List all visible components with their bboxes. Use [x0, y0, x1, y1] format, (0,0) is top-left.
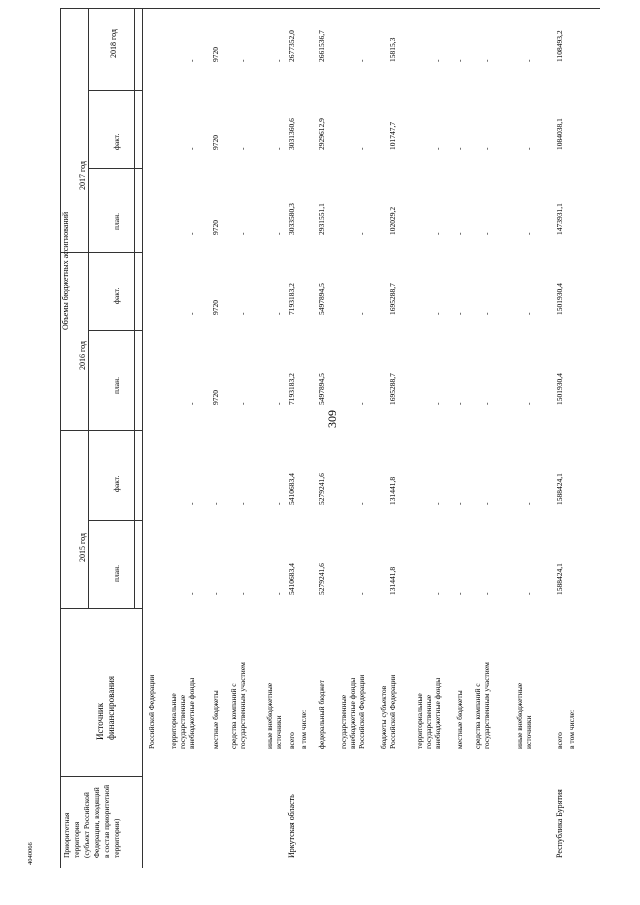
cell-value: 1588424,1 [555, 563, 564, 595]
row-source-line: бюджеты субъектов [379, 685, 388, 749]
header-rule [88, 8, 89, 608]
cell-value: 131441,8 [388, 566, 398, 595]
cell-value: - [433, 147, 443, 150]
cell-value: - [238, 402, 248, 405]
subheader-fact: факт. [112, 475, 121, 492]
header-source-line: финансирования [106, 676, 116, 740]
cell-value: - [524, 59, 534, 62]
cell-value: 1501930,4 [555, 283, 564, 315]
cell-value: - [455, 232, 464, 235]
row-source-line: источники [524, 715, 534, 749]
cell-value: - [187, 312, 197, 315]
cell-value: 7193183,2 [287, 283, 296, 315]
row-source-line: Российской Федерации [357, 674, 367, 749]
cell-value: - [187, 232, 197, 235]
cell-value: - [238, 59, 248, 62]
row-source-line: внебюджетные фонды [433, 677, 443, 749]
row-source-line: всего [555, 732, 564, 749]
cell-value: - [274, 402, 284, 405]
row-source-line: иные внебюджетные [265, 682, 274, 749]
header-territory-line: Приоритетная [62, 812, 71, 858]
row-source-line: в том числе: [567, 709, 576, 749]
cell-value: 131441,8 [388, 476, 398, 505]
cell-value: 102029,2 [388, 206, 398, 235]
header-territory-line: территория [72, 821, 81, 858]
cell-value: 5497894,5 [317, 373, 326, 405]
row-source-line: источники [274, 715, 284, 749]
cell-value: - [524, 502, 534, 505]
row-source-line: внебюджетные фонды [348, 677, 358, 749]
cell-value: - [524, 312, 534, 315]
cell-value: 1501930,4 [555, 373, 564, 405]
cell-value: 1473931,1 [555, 203, 564, 235]
cell-value: 5279241,6 [317, 473, 326, 505]
cell-value: - [187, 59, 197, 62]
cell-value: - [274, 592, 284, 595]
header-source-line: Источник [95, 702, 105, 740]
cell-value: - [238, 592, 248, 595]
cell-value: 5410683,4 [287, 563, 296, 595]
cell-value: 1084038,1 [555, 118, 564, 150]
cell-value: - [274, 232, 284, 235]
cell-value: - [187, 592, 197, 595]
cell-value: - [482, 232, 492, 235]
cell-value: 5279241,6 [317, 563, 326, 595]
cell-value: - [211, 592, 220, 595]
row-source-line: государственным участием [482, 662, 492, 749]
cell-value: 2677352,0 [287, 30, 296, 62]
row-source-line: государственные [424, 694, 434, 749]
cell-value: - [455, 147, 464, 150]
row-territory: Республика Бурятия [555, 789, 564, 858]
column-rule [88, 90, 142, 91]
page-number: 309 [325, 410, 339, 428]
row-source-line: территориальные [415, 693, 424, 749]
cell-value: - [482, 402, 492, 405]
cell-value: 2931551,1 [317, 203, 326, 235]
cell-value: 9720 [211, 47, 220, 62]
column-rule [88, 168, 142, 169]
cell-value: - [211, 502, 220, 505]
table-edge-top [60, 8, 61, 868]
cell-value: - [433, 592, 443, 595]
row-source-line: иные внебюджетные [515, 682, 524, 749]
header-territory-line: (субъект Российской [82, 792, 91, 858]
row-source-line: средства компаний с [473, 683, 482, 749]
header-territory-line: в состав приоритетной [102, 784, 111, 858]
cell-value: - [455, 312, 464, 315]
cell-value: - [238, 502, 248, 505]
cell-value: - [357, 232, 367, 235]
row-source-line: средства компаний с [229, 683, 238, 749]
cell-value: - [274, 312, 284, 315]
header-year-2017: 2017 год [78, 161, 87, 190]
cell-value: - [187, 502, 197, 505]
header-year-2018: 2018 год [109, 29, 118, 58]
cell-value: - [524, 592, 534, 595]
row-source-line: государственным участием [238, 662, 248, 749]
cell-value: 2661536,7 [317, 30, 326, 62]
cell-value: - [433, 59, 443, 62]
header-rule [134, 8, 135, 608]
cell-value: 9720 [211, 220, 220, 235]
cell-value: - [482, 312, 492, 315]
cell-value: - [455, 59, 464, 62]
row-source-line: Российской Федерации [147, 674, 156, 749]
subheader-plan: план. [112, 565, 121, 582]
cell-value: - [187, 402, 197, 405]
table-edge-right [60, 8, 600, 9]
cell-value: - [455, 502, 464, 505]
cell-value: 1695288,7 [388, 283, 398, 315]
cell-value: 9720 [211, 300, 220, 315]
cell-value: - [433, 402, 443, 405]
cell-value: - [357, 502, 367, 505]
cell-value: - [482, 592, 492, 595]
row-source-line: государственные [178, 694, 188, 749]
column-rule [88, 330, 142, 331]
cell-value: 9720 [211, 135, 220, 150]
row-source-line: территориальные [169, 693, 178, 749]
row-territory: Иркутская область [287, 794, 296, 858]
cell-value: - [524, 402, 534, 405]
header-year-2015: 2015 год [78, 533, 87, 562]
cell-value: 7193183,2 [287, 373, 296, 405]
row-source-line: местные бюджеты [455, 690, 464, 749]
cell-value: - [455, 402, 464, 405]
cell-value: 2929612,9 [317, 118, 326, 150]
cell-value: - [238, 312, 248, 315]
cell-value: - [357, 592, 367, 595]
cell-value: - [357, 59, 367, 62]
row-source-line: местные бюджеты [211, 690, 220, 749]
cell-value: - [524, 147, 534, 150]
header-rule [142, 8, 143, 868]
subheader-plan: план. [112, 213, 121, 230]
cell-value: 3033580,3 [287, 203, 296, 235]
cell-value: - [482, 502, 492, 505]
cell-value: 3031360,6 [287, 118, 296, 150]
cell-value: - [238, 147, 248, 150]
document-id: 4040066 [27, 842, 34, 865]
header-territory-line: Федерации, входящий [92, 787, 101, 858]
cell-value: - [238, 232, 248, 235]
cell-value: 9720 [211, 390, 220, 405]
cell-value: - [357, 147, 367, 150]
row-source-line: всего [287, 732, 296, 749]
cell-value: - [274, 502, 284, 505]
subheader-fact: факт. [112, 133, 121, 150]
subheader-plan: план. [112, 377, 121, 394]
cell-value: 5497894,5 [317, 283, 326, 315]
cell-value: - [482, 59, 492, 62]
cell-value: 1108493,2 [555, 30, 564, 62]
cell-value: - [482, 147, 492, 150]
column-rule [88, 520, 142, 521]
cell-value: - [274, 147, 284, 150]
row-source-line: в том числе: [299, 709, 308, 749]
column-rule [60, 776, 142, 777]
cell-value: - [433, 312, 443, 315]
cell-value: - [524, 232, 534, 235]
cell-value: 101747,7 [388, 121, 398, 150]
cell-value: - [274, 59, 284, 62]
header-budget-title: Объемы бюджетных ассигнований [61, 211, 70, 330]
header-territory-line: территории) [112, 818, 121, 858]
column-rule [60, 608, 142, 609]
cell-value: 5410683,4 [287, 473, 296, 505]
cell-value: - [433, 232, 443, 235]
subheader-fact: факт. [112, 287, 121, 304]
row-source-line: Российской Федерации [388, 674, 398, 749]
cell-value: - [455, 592, 464, 595]
cell-value: 15815,3 [388, 37, 398, 62]
cell-value: - [357, 402, 367, 405]
row-source-line: внебюджетные фонды [187, 677, 197, 749]
cell-value: - [187, 147, 197, 150]
header-year-2016: 2016 год [78, 341, 87, 370]
row-source-line: государственные [339, 694, 348, 749]
cell-value: - [433, 502, 443, 505]
column-rule [60, 430, 142, 431]
column-rule [60, 252, 142, 253]
row-source-line: федеральный бюджет [317, 679, 326, 749]
cell-value: - [357, 312, 367, 315]
cell-value: 1695288,7 [388, 373, 398, 405]
cell-value: 1588424,1 [555, 473, 564, 505]
